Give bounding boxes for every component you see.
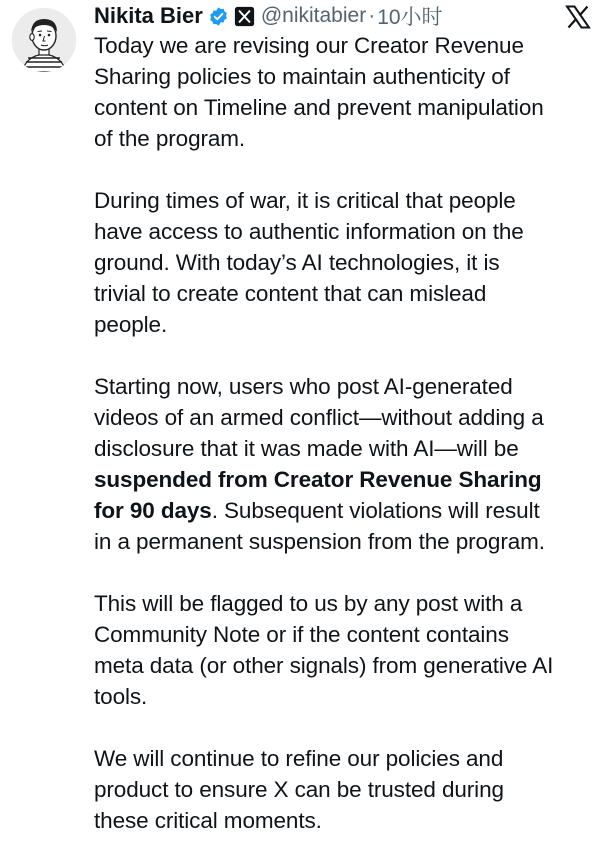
paragraph [94,371,599,557]
author-name[interactable]: Nikita Bier [94,3,203,28]
paragraph: We will continue to refine our policies and product to ensure X can be trusted during these critical moments. [94,746,504,833]
avatar-illustration [12,8,76,72]
paragraph: Today we are revising our Creator Revenue Sharing policies to maintain authenticity of content on Timeline and prevent manipulation of the program. [94,33,544,151]
x-affiliate-badge-icon[interactable] [234,6,255,27]
post-timestamp[interactable]: 10小时 [377,6,443,29]
separator-dot: · [368,4,376,27]
author-handle[interactable]: @nikitabier [260,4,367,27]
post-header [94,2,443,30]
bold-text: suspended from Creator Revenue Sharing for 90 days [94,467,542,523]
paragraph: During times of war, it is critical that people have access to authentic information on the ground. With today’s AI technologies, it is trivial to create content that can mislead people. [94,188,524,337]
paragraph: This will be flagged to us by any post with a Community Note or if the content contains meta data (or other signals) from generative AI tools. [94,591,554,709]
post-text [94,30,599,867]
verified-badge-icon[interactable] [208,6,229,27]
paragraph-text: . Subsequent violations will result in a permanent suspension from the program. [94,498,545,554]
paragraph-text: Starting now, users who post AI-generated videos of an armed conflict—without adding a disclosure that it was made with AI—will be [94,374,544,461]
x-logo-icon [565,5,591,29]
avatar[interactable] [12,8,76,72]
